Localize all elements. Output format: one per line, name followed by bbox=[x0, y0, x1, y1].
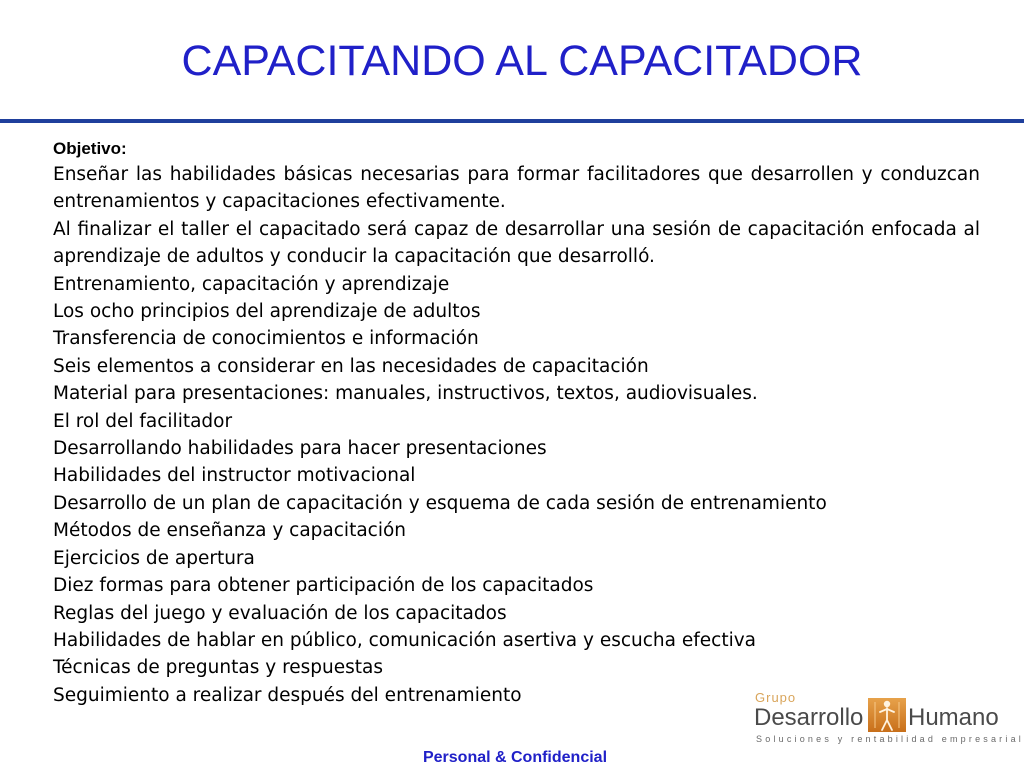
topic-item: Seis elementos a considerar en las necesidades de capacitación bbox=[53, 355, 649, 377]
topic-item: Entrenamiento, capacitación y aprendizaje bbox=[53, 273, 450, 295]
topic-item: Desarrollando habilidades para hacer presentaciones bbox=[53, 438, 547, 460]
topic-item: Habilidades del instructor motivacional bbox=[53, 465, 416, 487]
topic-item: Diez formas para obtener participación de los capacitados bbox=[53, 575, 594, 597]
topic-item: Los ocho principios del aprendizaje de adultos bbox=[53, 301, 481, 323]
logo-grupo-text: Grupo bbox=[755, 690, 797, 705]
topic-item: Seguimiento a realizar después del entrenamiento bbox=[53, 684, 522, 706]
topic-item: Técnicas de preguntas y respuestas bbox=[53, 657, 384, 679]
topic-item: El rol del facilitador bbox=[53, 410, 233, 432]
footer-confidential: Personal & Confidencial bbox=[422, 749, 608, 766]
topic-item: Habilidades de hablar en público, comunicación asertiva y escucha efectiva bbox=[53, 629, 756, 651]
objective-paragraph: Enseñar las habilidades básicas necesarias para formar facilitadores que desarrollen y conduzcan entrenamientos y capacitaciones efectivamente. bbox=[53, 164, 980, 213]
topic-item: Métodos de enseñanza y capacitación bbox=[53, 520, 407, 542]
slide-body bbox=[53, 137, 980, 709]
topics-list bbox=[53, 271, 980, 710]
logo-word-humano: Humano bbox=[908, 704, 999, 731]
logo-word-desarrollo: Desarrollo bbox=[754, 704, 864, 731]
topic-item: Desarrollo de un plan de capacitación y esquema de cada sesión de entrenamiento bbox=[53, 492, 827, 514]
objective-label: Objetivo: bbox=[53, 139, 127, 158]
topic-item: Reglas del juego y evaluación de los capacitados bbox=[53, 602, 507, 624]
topic-item: Transferencia de conocimientos e información bbox=[53, 328, 479, 350]
title-divider bbox=[0, 119, 1024, 123]
slide-title: CAPACITANDO AL CAPACITADOR bbox=[181, 37, 863, 85]
topic-item: Material para presentaciones: manuales, instructivos, textos, audiovisuales. bbox=[53, 383, 758, 405]
topic-item: Ejercicios de apertura bbox=[53, 547, 255, 569]
logo-tagline: Soluciones y rentabilidad empresarial bbox=[756, 734, 1024, 744]
company-logo bbox=[752, 690, 1024, 750]
outcome-paragraph: Al finalizar el taller el capacitado será capaz de desarrollar una sesión de capacitación enfocada al aprendizaje de adultos y conducir la capacitación que desarrolló. bbox=[53, 218, 980, 268]
human-figure-icon bbox=[868, 698, 906, 732]
